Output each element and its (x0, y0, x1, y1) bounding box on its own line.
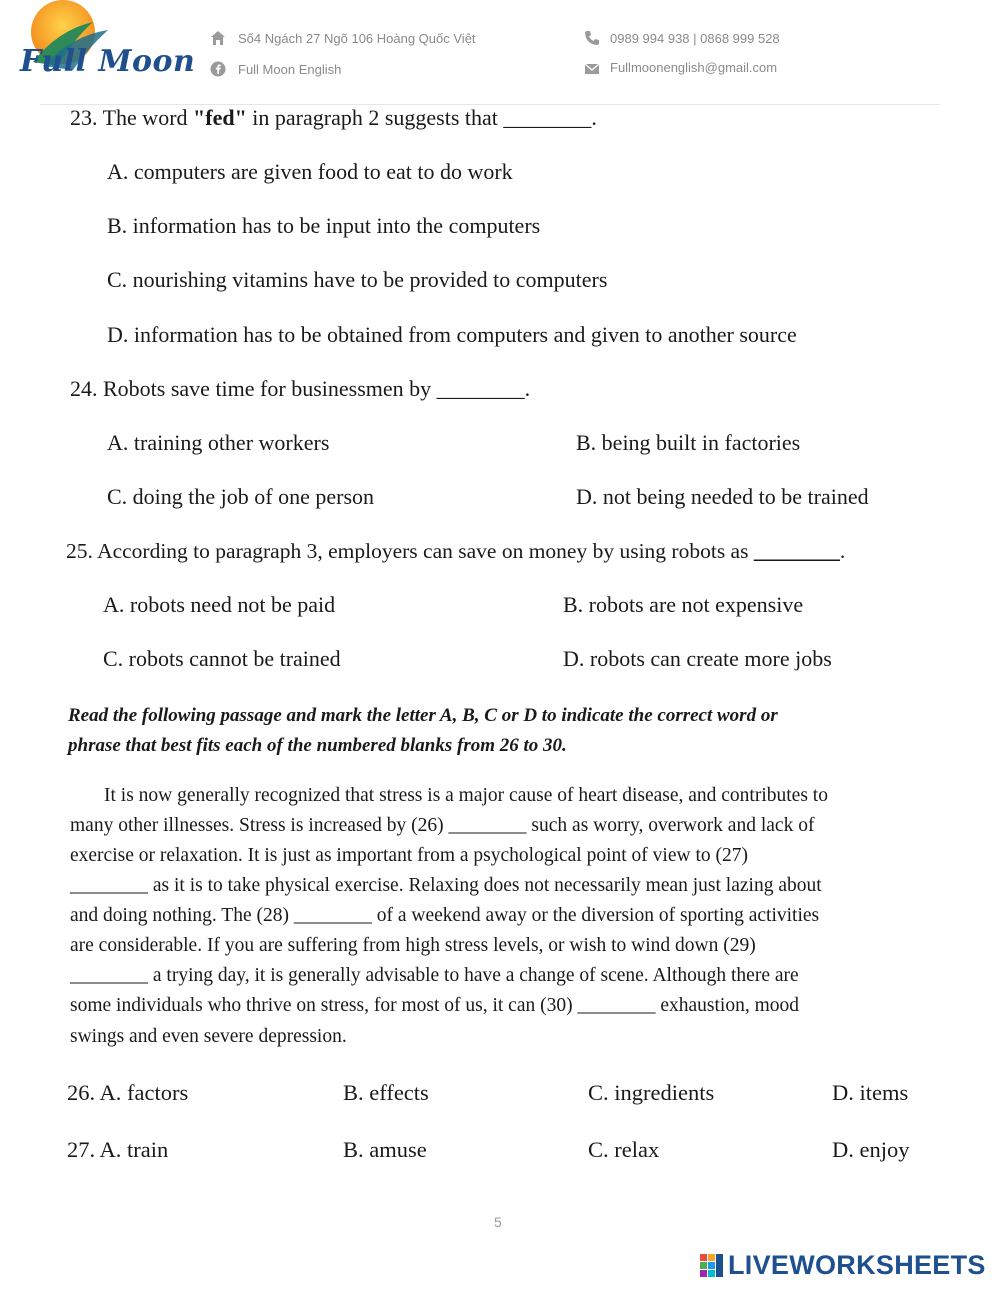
full-moon-logo (18, 0, 196, 90)
question-24-option-a[interactable]: A. training other workers (107, 430, 330, 455)
passage-line: exercise or relaxation. It is just as important from a psychological point of view to (27) (70, 845, 748, 866)
question-26-option-c[interactable]: C. ingredients (588, 1080, 715, 1105)
passage-line: some individuals who thrive on stress, for most of us, it can (30) ________ exhaustion, mood (70, 995, 800, 1016)
logo-text: Full Moon (20, 44, 196, 79)
question-24-option-c[interactable]: C. doing the job of one person (107, 484, 375, 509)
question-27-option-a[interactable]: 27. A. train (67, 1137, 169, 1162)
liveworksheets-text: LIVEWORKSHEETS (728, 1250, 986, 1280)
mail-icon (584, 61, 600, 77)
question-23-option-d[interactable]: D. information has to be obtained from computers and given to another source (107, 322, 797, 347)
question-27-option-b[interactable]: B. amuse (343, 1137, 427, 1162)
question-25-option-c[interactable]: C. robots cannot be trained (103, 646, 341, 671)
question-24-option-d[interactable]: D. not being needed to be trained (576, 484, 869, 509)
question-25-option-d[interactable]: D. robots can create more jobs (563, 646, 832, 671)
passage-line: and doing nothing. The (28) ________ of a weekend away or the diversion of sporting activities (70, 905, 820, 926)
home-icon (210, 30, 226, 46)
passage-line: are considerable. If you are suffering from high stress levels, or wish to wind down (29) (70, 935, 756, 956)
question-25-stem: 25. According to paragraph 3, employers can save on money by using robots as ________. (66, 539, 846, 563)
header-phone: 0989 994 938 | 0868 999 528 (610, 31, 780, 46)
question-25-option-a[interactable]: A. robots need not be paid (103, 592, 336, 617)
page-number: 5 (494, 1214, 502, 1230)
question-23-option-a[interactable]: A. computers are given food to eat to do work (107, 159, 513, 184)
header-facebook: Full Moon English (238, 62, 342, 77)
question-26-option-d[interactable]: D. items (832, 1080, 909, 1105)
question-23-stem: 23. The word "fed" in paragraph 2 suggests that ________. (70, 105, 597, 130)
header-address: Số4 Ngách 27 Ngõ 106 Hoàng Quốc Việt (238, 31, 476, 46)
instruction-line-1: Read the following passage and mark the letter A, B, C or D to indicate the correct word or (68, 705, 778, 726)
phone-icon (584, 30, 600, 46)
question-25-option-b[interactable]: B. robots are not expensive (563, 592, 804, 617)
header-email: Fullmoonenglish@gmail.com (610, 60, 778, 75)
passage-line: swings and even severe depression. (70, 1026, 347, 1047)
passage-line: many other illnesses. Stress is increased by (26) ________ such as worry, overwork and lack of (70, 815, 815, 836)
question-24-stem: 24. Robots save time for businessmen by ________. (70, 376, 531, 401)
question-26-option-b[interactable]: B. effects (343, 1080, 429, 1105)
instruction-line-2: phrase that best fits each of the numbered blanks from 26 to 30. (68, 735, 567, 756)
question-26-option-a[interactable]: 26. A. factors (67, 1080, 189, 1105)
question-27-option-c[interactable]: C. relax (588, 1137, 660, 1162)
passage-line: It is now generally recognized that stress is a major cause of heart disease, and contributes to (104, 785, 828, 806)
question-24-option-b[interactable]: B. being built in factories (576, 430, 801, 455)
facebook-icon (210, 61, 226, 77)
passage-line: ________ as it is to take physical exercise. Relaxing does not necessarily mean just lazing about (70, 875, 822, 896)
question-23-option-b[interactable]: B. information has to be input into the computers (107, 213, 541, 238)
question-23-option-c[interactable]: C. nourishing vitamins have to be provided to computers (107, 267, 608, 292)
question-27-option-d[interactable]: D. enjoy (832, 1137, 910, 1162)
passage-line: ________ a trying day, it is generally advisable to have a change of scene. Although there are (70, 965, 799, 986)
liveworksheets-icon (700, 1254, 724, 1278)
